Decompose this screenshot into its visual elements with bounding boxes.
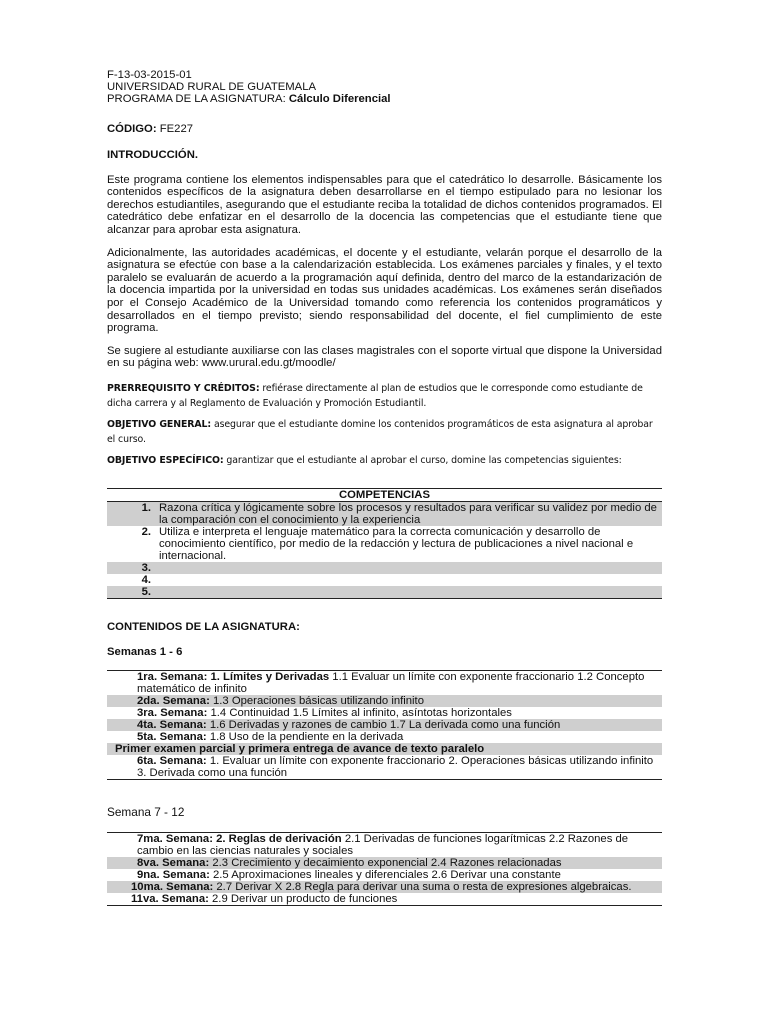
university-name: UNIVERSIDAD RURAL DE GUATEMALA <box>107 80 317 93</box>
week-cell <box>107 755 662 780</box>
week-cell <box>107 743 662 755</box>
competencia-text <box>159 586 662 599</box>
week-label: 2da. Semana: <box>137 695 210 708</box>
codigo-line <box>107 123 662 136</box>
intro-paragraph-2: Adicionalmente, las autoridades académicas, el docente y el estudiante, velarán porque el desarrollo de la asignatura se efectúe con base a la calendarización establecida. Los exámenes parciales y finales, y el texto paralelo se evaluarán de acuerdo a la programación aquí definida, dentro del marco de la estandarización de la docencia impartida por la universidad en todas sus unidades académicas. Los exámenes serán diseñados por el Consejo Académico de la Universidad tomando como referencia los contenidos programáticos y desarrollados en el tiempo previsto; siendo responsabilidad del docente, el fiel cumplimiento de este programa. <box>107 246 662 335</box>
week-row <box>107 707 662 719</box>
week-cell <box>107 893 662 906</box>
week-row <box>107 869 662 881</box>
week-cell <box>107 869 662 881</box>
week-cell <box>107 719 662 731</box>
competencia-row <box>107 562 662 574</box>
prerequisites <box>107 381 662 411</box>
prereq-text: refiérase directamente al plan de estudios que le corresponde como estudiante de dicha carrera y al Reglamento de Evaluación y Promoción Estudiantil. <box>107 382 643 409</box>
week-label: 4ta. Semana: <box>137 719 207 732</box>
intro-paragraph-3: Se sugiere al estudiante auxiliarse con las clases magistrales con el soporte virtual que dispone la Universidad en su página web: www.urural.edu.gt/moodle/ <box>107 344 662 370</box>
week-cell <box>107 707 662 719</box>
competencia-num: 3. <box>141 561 151 574</box>
week-row <box>107 695 662 707</box>
week-content: 1.4 Continuidad 1.5 Límites al infinito, asíntotas horizontales <box>207 707 512 720</box>
weeks-7-12-table <box>107 832 662 906</box>
program-label: PROGRAMA DE LA ASIGNATURA: <box>107 92 286 105</box>
competencia-num: 4. <box>141 573 151 586</box>
competencias-table <box>107 488 662 599</box>
competencia-row <box>107 586 662 599</box>
competencia-text <box>159 574 662 586</box>
week-cell <box>107 857 662 869</box>
week-row <box>107 755 662 780</box>
exam-label: Primer examen parcial y primera entrega de avance de texto paralelo <box>115 743 485 756</box>
week-content: 2.9 Derivar un producto de funciones <box>208 892 398 905</box>
week-content: 2.5 Aproximaciones lineales y diferenciales 2.6 Derivar una constante <box>209 868 561 881</box>
program-line <box>107 94 662 106</box>
weeks-1-6-table <box>107 670 662 780</box>
competencia-num: 2. <box>141 525 151 538</box>
competencia-row <box>107 501 662 526</box>
prereq-label: PRERREQUISITO Y CRÉDITOS: <box>107 382 260 394</box>
block1-title: Semanas 1 - 6 <box>107 646 183 659</box>
competencia-text <box>159 562 662 574</box>
general-objective <box>107 417 662 447</box>
week-label: 11va. Semana: <box>131 892 209 905</box>
week-label: 10ma. Semana: <box>131 880 214 893</box>
competencias-title: COMPETENCIAS <box>107 488 662 501</box>
week-label: 3ra. Semana: <box>137 707 208 720</box>
specific-objective <box>107 453 662 468</box>
document-header <box>107 70 662 105</box>
week-row <box>107 671 662 696</box>
doc-code: F-13-03-2015-01 <box>107 69 192 81</box>
competencia-text: Utiliza e interpreta el lenguaje matemático para la correcta comunicación y desarrollo de conocimiento científico, por medio de la redacción y lectura de publicaciones a nivel nacional e internacional. <box>159 525 634 562</box>
competencia-num: 1. <box>141 501 151 514</box>
week-label: 1ra. Semana: 1. Límites y Derivadas <box>137 671 330 684</box>
week-label: 9na. Semana: <box>137 868 210 881</box>
document-page <box>107 70 662 906</box>
competencia-num: 5. <box>141 585 151 598</box>
competencia-text: Razona crítica y lógicamente sobre los procesos y resultados para verificar su validez por medio de la comparación con el conocimiento y la experiencia <box>159 501 657 526</box>
week-row <box>107 857 662 869</box>
week-content: 1.6 Derivadas y razones de cambio 1.7 La derivada como una función <box>206 719 561 732</box>
block2-title: Semana 7 - 12 <box>107 805 185 820</box>
week-row <box>107 832 662 857</box>
week-cell <box>107 832 662 857</box>
contenidos-title: CONTENIDOS DE LA ASIGNATURA: <box>107 620 300 633</box>
competencias-header <box>107 488 662 501</box>
week-label: 7ma. Semana: 2. Reglas de derivación <box>137 832 342 845</box>
week-label: 6ta. Semana: <box>137 755 207 768</box>
week-content: 2.7 Derivar X 2.8 Regla para derivar una suma o resta de expresiones algebraicas. <box>213 880 632 893</box>
week-cell <box>107 881 662 893</box>
week-content: 1.3 Operaciones básicas utilizando infinito <box>209 695 424 708</box>
program-name: Cálculo Diferencial <box>288 92 391 105</box>
intro-title: INTRODUCCIÓN. <box>107 148 198 161</box>
week-content: 2.3 Crecimiento y decaimiento exponencial 2.4 Razones relacionadas <box>209 856 562 869</box>
obj-especifico-text: garantizar que el estudiante al aprobar el curso, domine las competencias siguientes: <box>223 454 622 466</box>
codigo-label: CÓDIGO: <box>107 123 157 136</box>
week-label: 8va. Semana: <box>137 856 210 869</box>
competencia-row <box>107 526 662 562</box>
week-label: 5ta. Semana: <box>137 731 207 744</box>
week-row <box>107 881 662 893</box>
week-row <box>107 893 662 906</box>
week-content: 1.1 Evaluar un límite con exponente fraccionario 1.2 Concepto matemático de infinito <box>137 671 645 696</box>
codigo-value: FE227 <box>159 123 194 136</box>
week-cell <box>107 695 662 707</box>
week-row <box>107 731 662 743</box>
week-content: 2.1 Derivadas de funciones logarítmicas 2.2 Razones de cambio en las ciencias naturales y sociales <box>137 832 629 857</box>
obj-especifico-label: OBJETIVO ESPECÍFICO: <box>107 454 224 466</box>
obj-general-label: OBJETIVO GENERAL: <box>107 418 212 430</box>
competencia-row <box>107 574 662 586</box>
exam-row <box>107 743 662 755</box>
week-cell <box>107 671 662 696</box>
intro-paragraph-1: Este programa contiene los elementos indispensables para que el catedrático lo desarrolle. Básicamente los contenidos específicos de la asignatura deben desarrollarse en el tiempo estipulado para no lesionar los derechos estudiantiles, asegurando que el estudiante reciba la totalidad de dichos contenidos programados. El catedrático debe enfatizar en el desarrollo de la docencia las competencias que el estudiante tiene que alcanzar para aprobar esta asignatura. <box>107 173 662 236</box>
week-cell <box>107 731 662 743</box>
week-row <box>107 719 662 731</box>
obj-general-text: asegurar que el estudiante domine los contenidos programáticos de esta asignatura al aprobar el curso. <box>107 418 653 445</box>
week-content: 1. Evaluar un límite con exponente fraccionario 2. Operaciones básicas utilizando infinito 3. Derivada como una función <box>137 755 654 780</box>
week-content: 1.8 Uso de la pendiente en la derivada <box>206 731 404 744</box>
